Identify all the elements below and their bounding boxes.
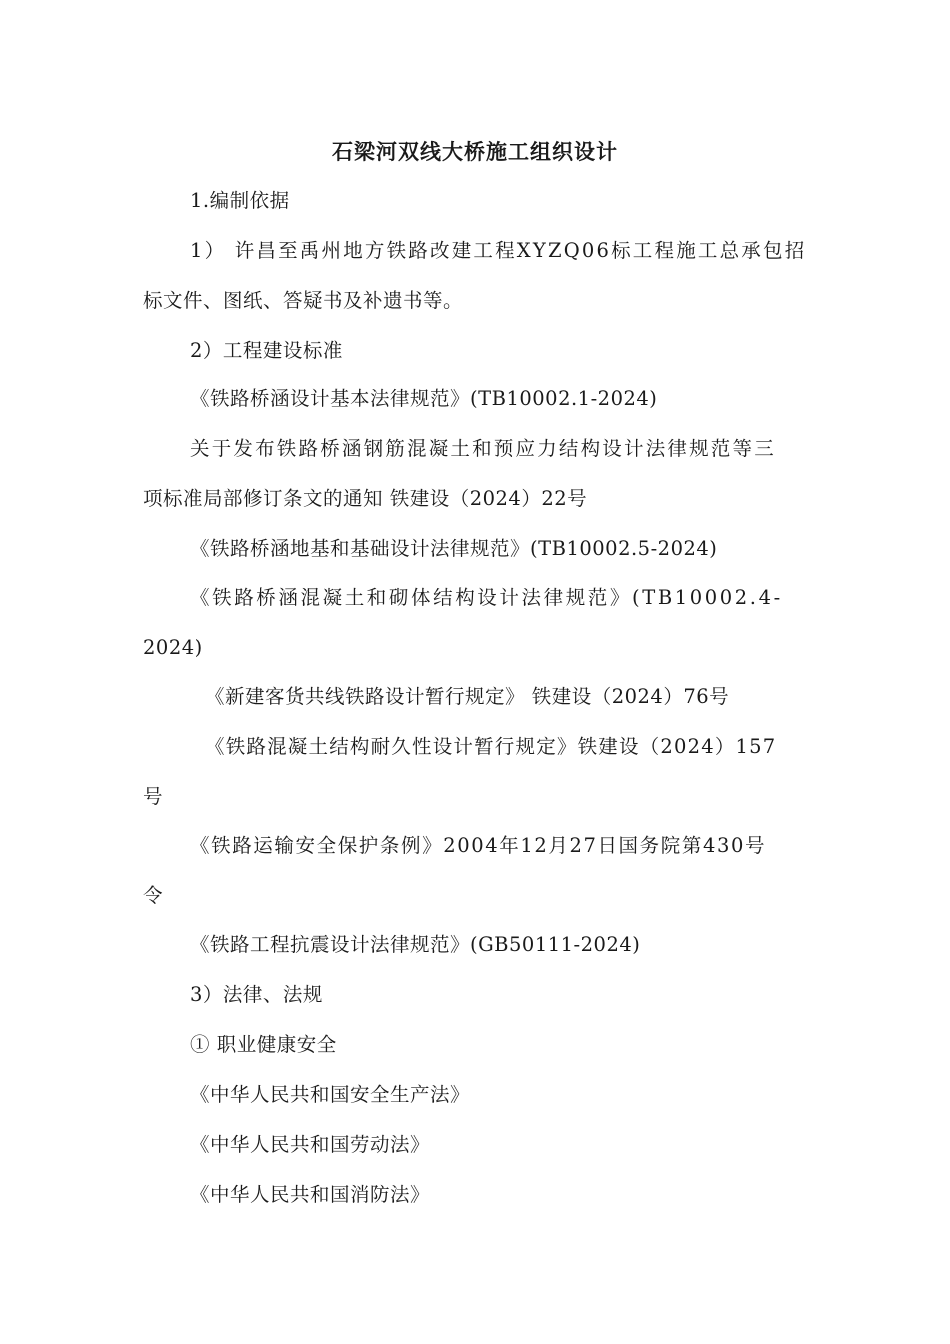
standard-item: 《铁路工程抗震设计法律规范》(GB50111-2024) — [190, 933, 641, 956]
standard-item: 关于发布铁路桥涵钢筋混凝土和预应力结构设计法律规范等三 — [190, 437, 776, 460]
standard-item: 2024) — [143, 636, 203, 659]
standard-item: 《铁路运输安全保护条例》2004年12月27日国务院第430号 — [190, 834, 767, 857]
standard-item: 《新建客货共线铁路设计暂行规定》 铁建设（2024）76号 — [205, 685, 730, 708]
paragraph-line: 1） 许昌至禹州地方铁路改建工程XYZQ06标工程施工总承包招 — [190, 239, 807, 262]
subsection-heading-laws: 3）法律、法规 — [190, 983, 323, 1006]
category-heading-health-safety: ① 职业健康安全 — [190, 1033, 337, 1056]
standard-item: 号 — [143, 785, 164, 808]
section-heading-basis: 1.编制依据 — [190, 189, 290, 212]
standard-item: 令 — [143, 884, 164, 907]
law-item: 《中华人民共和国消防法》 — [190, 1183, 431, 1206]
standard-item: 《铁路桥涵设计基本法律规范》(TB10002.1-2024) — [190, 387, 658, 410]
standard-item: 《铁路桥涵地基和基础设计法律规范》(TB10002.5-2024) — [190, 537, 718, 560]
subsection-heading-standards: 2）工程建设标准 — [190, 339, 343, 362]
paragraph-line: 标文件、图纸、答疑书及补遗书等。 — [143, 289, 464, 312]
standard-item: 项标准局部修订条文的通知 铁建设（2024）22号 — [143, 487, 588, 510]
law-item: 《中华人民共和国劳动法》 — [190, 1133, 431, 1156]
document-title: 石梁河双线大桥施工组织设计 — [332, 139, 618, 164]
law-item: 《中华人民共和国安全生产法》 — [190, 1083, 471, 1106]
standard-item: 《铁路混凝土结构耐久性设计暂行规定》铁建设（2024）157 — [205, 735, 777, 758]
standard-item: 《铁路桥涵混凝土和砌体结构设计法律规范》(TB10002.4- — [190, 586, 783, 609]
